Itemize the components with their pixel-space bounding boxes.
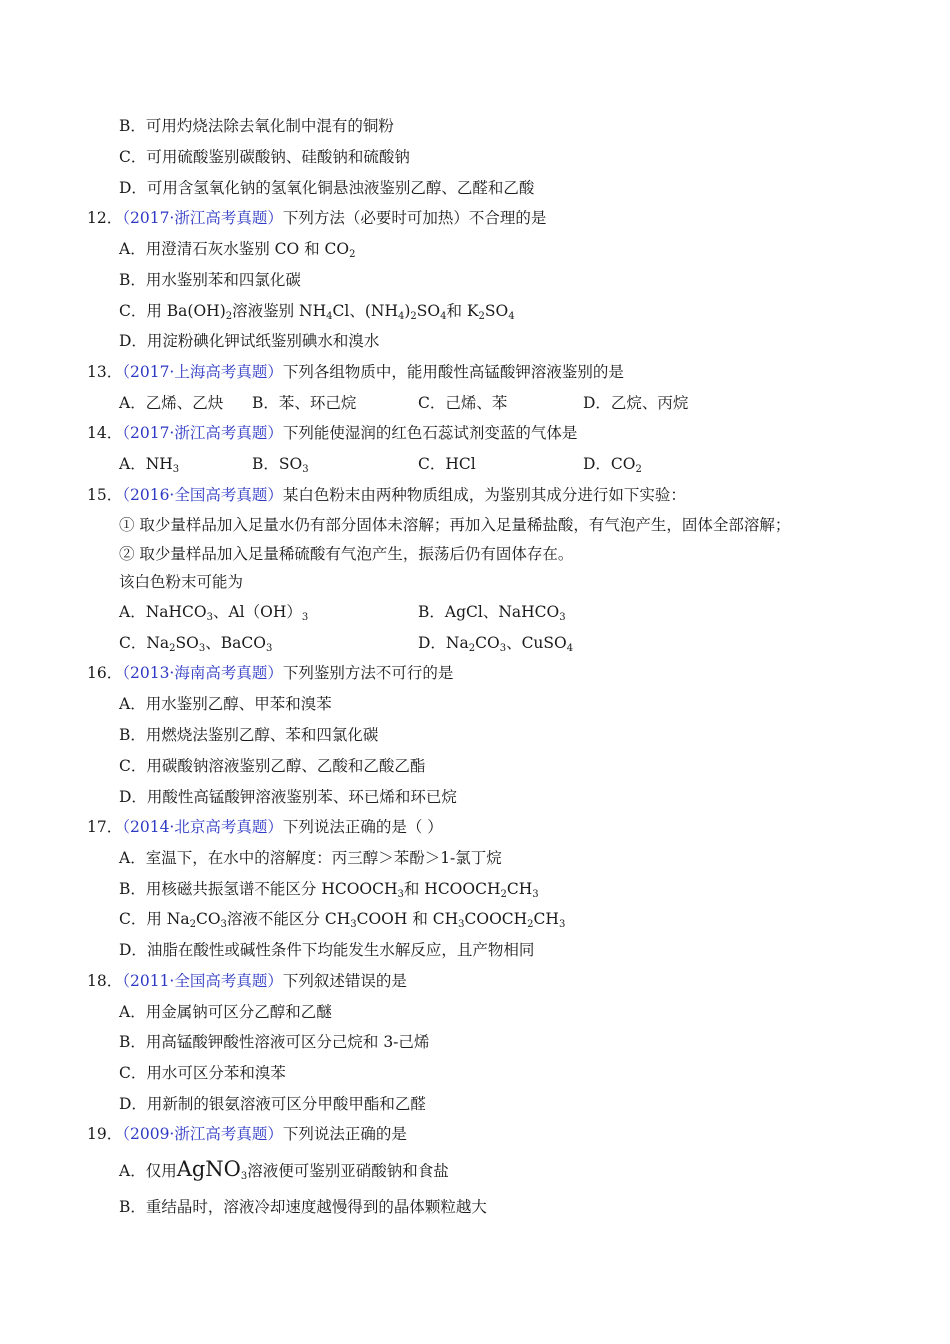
q18-option-d: D．用新制的银氨溶液可区分甲酸甲酯和乙醛 xyxy=(119,1095,426,1113)
q16-option-b: B．用燃烧法鉴别乙醇、苯和四氯化碳 xyxy=(119,726,379,744)
q14-option-c: C．HCl xyxy=(418,455,476,473)
question-number: 18． xyxy=(87,972,123,990)
q15-option-a: A．NaHCO$_3$、$Al(OH)_3$ xyxy=(119,603,309,623)
q15-ask: 该白色粉末可能为 xyxy=(119,573,244,591)
q16-option-a: A．用水鉴别乙醇、甲苯和溴苯 xyxy=(119,695,332,713)
question-source: （2017·上海高考真题） xyxy=(122,363,283,381)
q19-option-b: B．重结晶时，溶液冷却速度越慢得到的晶体颗粒越大 xyxy=(119,1198,487,1216)
q11-option-b: B．可用灼烧法除去氧化制中混有的铜粉 xyxy=(119,117,394,135)
q12-stem xyxy=(87,207,546,229)
q17-stem xyxy=(87,816,443,838)
question-source: （2011·全国高考真题） xyxy=(122,972,283,990)
q17-option-c: C．用 $Na_2CO_3$溶液不能区分 $CH_3COOH$ 和 $CH_3COOCH_2CH_3$ xyxy=(119,910,566,930)
q15-stem xyxy=(87,484,686,506)
question-number: 14． xyxy=(87,424,123,442)
question-text: 下列能使湿润的红色石蕊试剂变蓝的气体是 xyxy=(282,424,578,442)
q15-step-1: ① 取少量样品加入足量水仍有部分固体未溶解；再加入足量稀盐酸，有气泡产生，固体全部溶解； xyxy=(119,516,791,534)
question-text: 下列叙述错误的是 xyxy=(282,972,407,990)
q18-option-b: B．用高锰酸钾酸性溶液可区分己烷和 3-己烯 xyxy=(119,1033,430,1051)
question-number: 17． xyxy=(87,818,123,836)
question-text: 下列方法（必要时可加热）不合理的是 xyxy=(282,209,547,227)
question-source: （2017·浙江高考真题） xyxy=(122,424,283,442)
q13-option-b: B．苯、环己烷 xyxy=(252,394,357,412)
question-source: （2016·全国高考真题） xyxy=(122,486,283,504)
q18-stem xyxy=(87,970,407,992)
question-source: （2017·浙江高考真题） xyxy=(122,209,283,227)
question-text: 下列说法正确的是（ ） xyxy=(282,818,443,836)
q17-option-b: B．用核磁共振氢谱不能区分 $HCOOCH_3$和 $HCOOCH_2CH_3$ xyxy=(119,880,539,900)
q15-option-b: B．AgCl、NaHCO$_3$ xyxy=(418,603,566,623)
question-text: 下列说法正确的是 xyxy=(282,1125,407,1143)
q16-stem xyxy=(87,662,453,684)
q19-stem xyxy=(87,1123,407,1145)
question-number: 16． xyxy=(87,664,123,682)
q16-option-c: C．用碳酸钠溶液鉴别乙醇、乙酸和乙酸乙酯 xyxy=(119,757,426,775)
question-text: 某白色粉末由两种物质组成，为鉴别其成分进行如下实验： xyxy=(282,486,686,504)
q17-option-a: A．室温下，在水中的溶解度：丙三醇＞苯酚＞1-氯丁烷 xyxy=(119,849,502,867)
q13-stem xyxy=(87,361,624,383)
q13-option-d: D．乙烷、丙烷 xyxy=(583,394,689,412)
question-source: （2013·海南高考真题） xyxy=(122,664,283,682)
question-number: 12． xyxy=(87,209,123,227)
q15-step-2: ② 取少量样品加入足量稀硫酸有气泡产生，振荡后仍有固体存在。 xyxy=(119,545,574,563)
q19-option-a: A．仅用AgNO$_3$溶液便可鉴别亚硝酸钠和食盐 xyxy=(119,1157,449,1182)
q12-option-a: A．用澄清石灰水鉴别 CO 和 $CO_2$ xyxy=(119,240,356,260)
q15-option-c: C．$Na_2SO_3$、BaCO$_3$ xyxy=(119,634,273,654)
q17-option-d: D．油脂在酸性或碱性条件下均能发生水解反应，且产物相同 xyxy=(119,941,535,959)
q11-option-d: D．可用含氢氧化钠的氢氧化铜悬浊液鉴别乙醇、乙醛和乙酸 xyxy=(119,179,535,197)
q15-option-d: D．$Na_2CO_3$、CuSO$_4$ xyxy=(418,634,574,654)
question-source: （2014·北京高考真题） xyxy=(122,818,283,836)
q14-stem xyxy=(87,422,577,444)
question-number: 13． xyxy=(87,363,123,381)
q12-option-c: C．用 $Ba(OH)_2$溶液鉴别 $NH_4Cl$、$(NH_4)_2SO_4$和 $K_2SO_4$ xyxy=(119,302,515,322)
question-text: 下列鉴别方法不可行的是 xyxy=(282,664,454,682)
q14-option-a: A．$NH_3$ xyxy=(119,455,180,475)
q12-option-d: D．用淀粉碘化钾试纸鉴别碘水和溴水 xyxy=(119,332,380,350)
q12-option-b: B．用水鉴别苯和四氯化碳 xyxy=(119,271,301,289)
q14-option-b: B．$SO_3$ xyxy=(252,455,309,475)
q13-option-a: A．乙烯、乙炔 xyxy=(119,394,224,412)
question-number: 19． xyxy=(87,1125,123,1143)
question-text: 下列各组物质中，能用酸性高锰酸钾溶液鉴别的是 xyxy=(282,363,624,381)
q14-option-d: D．$CO_2$ xyxy=(583,455,642,475)
q18-option-c: C．用水可区分苯和溴苯 xyxy=(119,1064,286,1082)
question-number: 15． xyxy=(87,486,123,504)
q13-option-c: C．己烯、苯 xyxy=(418,394,508,412)
q16-option-d: D．用酸性高锰酸钾溶液鉴别苯、环已烯和环已烷 xyxy=(119,788,457,806)
question-source: （2009·浙江高考真题） xyxy=(122,1125,283,1143)
q11-option-c: C．可用硫酸鉴别碳酸钠、硅酸钠和硫酸钠 xyxy=(119,148,410,166)
q18-option-a: A．用金属钠可区分乙醇和乙醚 xyxy=(119,1003,332,1021)
